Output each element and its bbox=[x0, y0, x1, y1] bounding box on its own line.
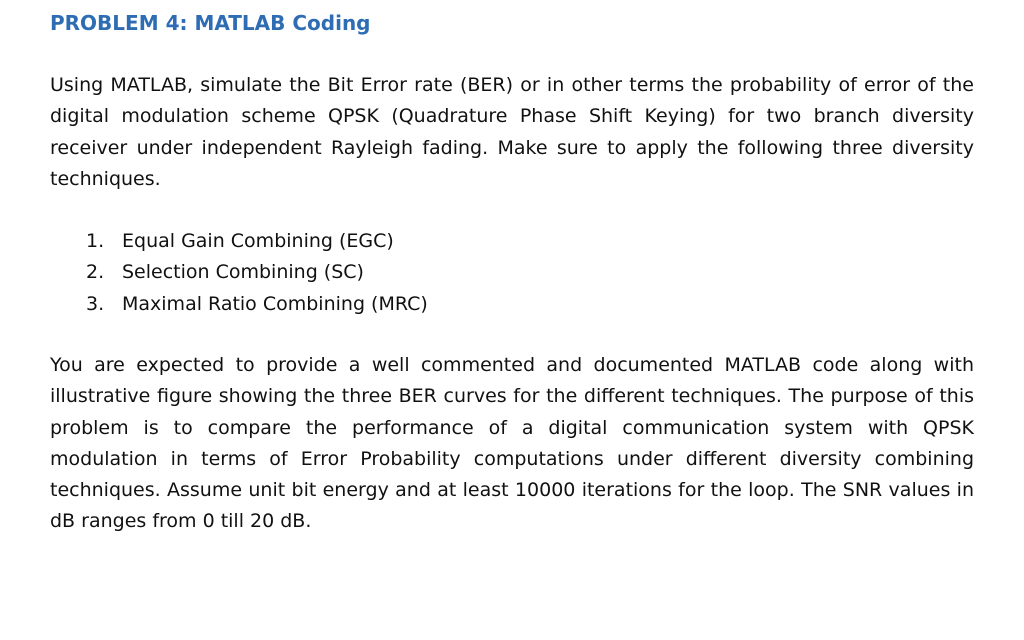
list-item-text: Selection Combining (SC) bbox=[122, 261, 364, 284]
problem-title: PROBLEM 4: MATLAB Coding bbox=[50, 11, 371, 35]
requirements-paragraph: You are expected to provide a well commented and documented MATLAB code along with illustrative figure showing the three BER curves for the different techniques. The purpose of this problem is to compare the performance of a digital communication system with QPSK modulation in terms of Error Probability computations under different diversity combining techniques. Assume unit bit energy and at least 10000 iterations for the loop. The SNR values in dB ranges from 0 till 20 dB. bbox=[50, 354, 974, 533]
intro-paragraph: Using MATLAB, simulate the Bit Error rate (BER) or in other terms the probability of error of the digital modulation scheme QPSK (Quadrature Phase Shift Keying) for two branch diversity receiver under independent Rayleigh fading. Make sure to apply the following three diversity techniques. bbox=[50, 74, 974, 190]
diversity-techniques-list bbox=[50, 226, 428, 320]
list-item-text: Maximal Ratio Combining (MRC) bbox=[122, 292, 428, 315]
list-item bbox=[50, 289, 428, 320]
list-item-text: Equal Gain Combining (EGC) bbox=[122, 230, 394, 252]
list-item-number: 1. bbox=[86, 230, 105, 252]
list-item bbox=[50, 257, 428, 288]
list-item-number: 3. bbox=[86, 292, 105, 315]
list-item-number: 2. bbox=[86, 261, 105, 284]
list-item bbox=[50, 226, 428, 257]
